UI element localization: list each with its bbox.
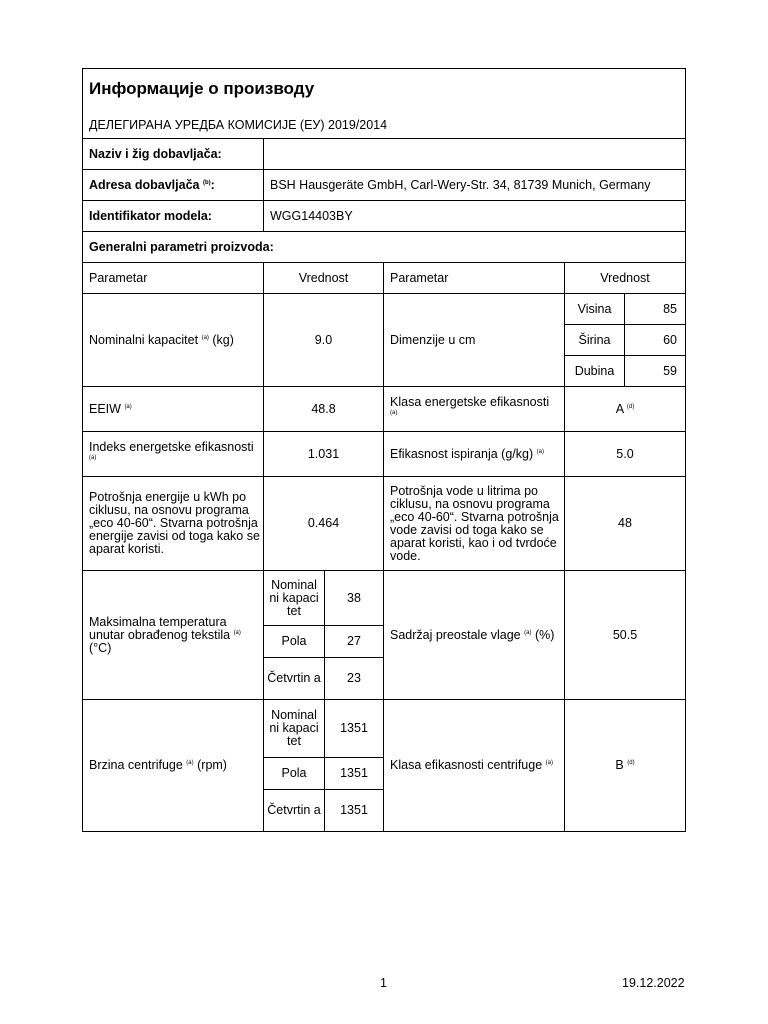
rated-capacity-value [263,293,384,387]
max-temperature-label-main: Maksimalna temperatura unutar obrađenog tekstila [89,614,231,642]
spin-speed-half-value-text: 1351 [340,766,368,780]
page-title: Информације о производу [89,79,315,98]
supplier-name-label [82,138,264,170]
energy-consumption-label-text: Potrošnja energije u kWh po ciklusu, na osnovu programa „eco 40-60“. Stvarna potrošnja energije zavisi od toga kako se aparat koristi. [89,490,260,556]
rinsing-effectiveness-value-text: 5.0 [616,446,634,461]
spin-speed-quarter-value [324,789,384,832]
supplier-address-colon: : [210,177,215,192]
max-temperature-quarter-value [324,657,384,700]
rated-capacity-label [82,293,264,387]
eei-value [263,431,384,477]
column-header-value-2 [564,262,686,294]
eei-label-text [89,441,254,467]
column-header-value [263,262,384,294]
footnote-a-marker: (a) [89,454,97,461]
rated-capacity-label-text [89,334,234,347]
supplier-name-value [263,138,686,170]
max-temperature-nominal-value-text: 38 [347,590,361,605]
supplier-address-label [82,169,264,201]
energy-class-label-text [390,396,549,422]
footnote-d-marker: (d) [626,403,635,410]
water-consumption-label [383,476,565,571]
supplier-address-value [263,169,686,201]
max-temperature-nominal-value [324,570,384,626]
header-cell [82,68,686,139]
energy-consumption-value [263,476,384,571]
energy-class-value-text [616,403,634,416]
footnote-a-marker: (a) [545,759,553,766]
spin-speed-quarter-label-text: Četvrtin a [267,803,321,817]
width-label-text: Širina [578,332,611,347]
energy-class-label-main: Klasa energetske efikasnosti [390,395,550,409]
spin-speed-nominal-label-text: Nominal ni kapaci tet [269,708,319,748]
remaining-moisture-label-text [390,629,554,642]
depth-value [624,355,686,387]
model-identifier-value [263,200,686,232]
max-temperature-nominal-label [263,570,325,626]
column-header-parameter-text: Parametar [89,270,148,285]
spin-speed-nominal-label [263,699,325,758]
rated-capacity-unit: (kg) [208,332,234,347]
width-label [564,324,625,356]
rinsing-effectiveness-label-main: Efikasnost ispiranja (g/kg) [390,446,534,461]
remaining-moisture-value-text: 50.5 [612,627,638,642]
footnote-a-marker: (a) [233,629,241,636]
supplier-name-label-text: Naziv i žig dobavljača: [89,146,222,161]
eei-label [82,431,264,477]
dimensions-label [383,293,565,387]
footnote-a-marker: (a) [536,448,544,455]
footnote-a-marker: (a) [201,334,209,341]
supplier-address-label-main: Adresa dobavljača [89,177,200,192]
model-identifier-value-text: WGG14403BY [270,208,353,223]
height-label-text: Visina [577,301,612,316]
spin-speed-nominal-value-text: 1351 [340,721,368,735]
width-value [624,324,686,356]
column-header-value-text: Vrednost [298,270,349,285]
rinsing-effectiveness-value [564,431,686,477]
eei-value-text: 1.031 [307,446,340,461]
rinsing-effectiveness-label [383,431,565,477]
footnote-a-marker: (a) [390,409,398,416]
spin-class-label-text [390,759,553,772]
spin-speed-quarter-label [263,789,325,832]
eeiw-label-text [89,403,132,416]
footnote-a-marker: (a) [124,403,132,410]
spin-speed-half-value [324,757,384,790]
water-consumption-value [564,476,686,571]
max-temperature-label-text [89,616,260,655]
general-parameters-heading [82,231,686,263]
remaining-moisture-label-main: Sadržaj preostale vlage [390,627,521,642]
remaining-moisture-unit: (%) [531,627,555,642]
depth-value-text: 59 [663,363,677,378]
product-information-sheet [82,68,686,832]
spin-speed-half-label [263,757,325,790]
max-temperature-half-label-text: Pola [281,634,307,648]
max-temperature-quarter-label [263,657,325,700]
column-header-parameter-2 [383,262,565,294]
spin-speed-unit: (rpm) [193,758,227,772]
depth-label-text: Dubina [574,363,615,378]
water-consumption-value-text: 48 [618,516,632,530]
spin-speed-label [82,699,264,832]
spin-class-letter: B [615,758,624,772]
height-label [564,293,625,325]
spin-class-value [564,699,686,832]
footnote-d-marker: (d) [627,759,635,766]
max-temperature-label [82,570,264,700]
spin-speed-nominal-value [324,699,384,758]
dimensions-label-text: Dimenzije u cm [390,332,476,347]
document-date: 19.12.2022 [622,976,685,990]
page-number: 1 [380,976,387,990]
energy-consumption-value-text: 0.464 [307,516,340,530]
max-temperature-quarter-value-text: 23 [347,671,361,685]
rated-capacity-value-text: 9.0 [314,332,333,347]
max-temperature-quarter-label-text: Četvrtin a [267,671,321,685]
remaining-moisture-label [383,570,565,700]
column-header-parameter-2-text: Parametar [390,270,449,285]
spin-class-label-main: Klasa efikasnosti centrifuge [390,758,543,772]
eeiw-label-main: EEIW [89,401,121,416]
max-temperature-nominal-label-text: Nominal ni kapaci tet [269,577,319,618]
rinsing-effectiveness-label-text [390,448,544,461]
column-header-value-2-text: Vrednost [600,270,650,285]
spin-class-value-text [615,759,634,772]
energy-class-letter: A [615,401,624,416]
supplier-address-label-text [89,179,215,192]
max-temperature-unit: (°C) [89,640,112,655]
footnote-a-marker: (a) [186,759,194,766]
eeiw-value [263,386,384,432]
general-parameters-heading-text: Generalni parametri proizvoda: [89,239,274,254]
eei-label-main: Indeks energetske efikasnosti [89,440,254,454]
water-consumption-label-text: Potrošnja vode u litrima po ciklusu, na osnovu programa „eco 40-60“. Stvarna potrošnja vode zavisi od toga kako se aparat koristi, kao i od tvrdoće vode. [390,483,559,563]
eeiw-value-text: 48.8 [311,401,336,416]
footnote-a-marker: (a) [524,629,532,636]
spin-speed-half-label-text: Pola [281,766,307,780]
regulation-subtitle: ДЕЛЕГИРАНА УРЕДБА КОМИСИЈЕ (ЕУ) 2019/2014 [89,118,388,132]
max-temperature-half-value-text: 27 [347,634,361,648]
rated-capacity-label-main: Nominalni kapacitet [89,332,199,347]
spin-class-label [383,699,565,832]
spin-speed-quarter-value-text: 1351 [340,803,368,817]
depth-label [564,355,625,387]
width-value-text: 60 [663,332,677,347]
column-header-parameter [82,262,264,294]
model-identifier-label-text: Identifikator modela: [89,208,212,223]
energy-consumption-label [82,476,264,571]
spin-speed-label-text [89,759,227,772]
energy-class-label [383,386,565,432]
remaining-moisture-value [564,570,686,700]
model-identifier-label [82,200,264,232]
supplier-address-value-text: BSH Hausgeräte GmbH, Carl-Wery-Str. 34, 81739 Munich, Germany [270,177,651,192]
spin-speed-label-main: Brzina centrifuge [89,758,183,772]
height-value-text: 85 [663,301,677,316]
max-temperature-half-label [263,625,325,658]
eeiw-label [82,386,264,432]
height-value [624,293,686,325]
footnote-b-marker: (b) [202,179,211,186]
max-temperature-half-value [324,625,384,658]
energy-class-value [564,386,686,432]
